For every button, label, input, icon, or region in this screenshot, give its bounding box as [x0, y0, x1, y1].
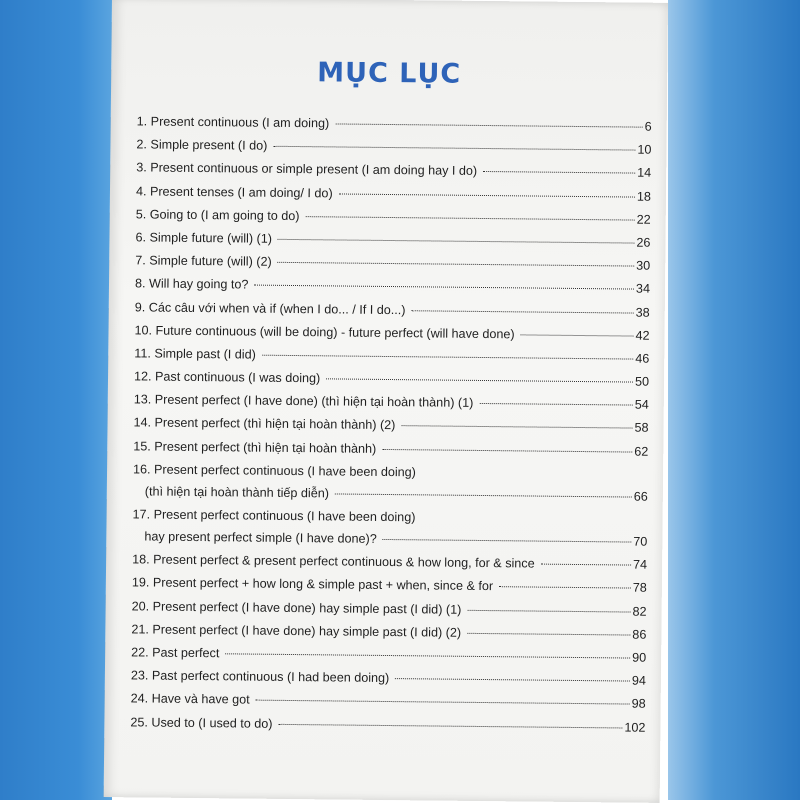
toc-entry-page-number: 70	[633, 534, 648, 549]
toc-entry-title: 15. Present perfect (thì hiện tại hoàn thành)	[133, 438, 377, 456]
toc-entry-page-number: 18	[636, 189, 652, 204]
toc-entry-title: 12. Past continuous (I was doing)	[133, 369, 321, 386]
toc-entry-page-number: 46	[635, 351, 650, 366]
dot-leader	[395, 677, 630, 681]
binder-frame-left	[0, 0, 112, 800]
toc-entry-title: 8. Will hay going to?	[134, 276, 249, 292]
toc-entry-page-number: 66	[633, 489, 648, 504]
toc-entry-page-number: 78	[632, 580, 647, 596]
toc-entry-title: 24. Have và have got	[130, 691, 250, 707]
toc-entry-title: hay present perfect simple (I have done)?	[144, 529, 377, 546]
toc-entry-title: 19. Present perfect + how long & simple past + when, since & for	[131, 575, 494, 594]
toc-entry-title: 11. Simple past (I did)	[134, 346, 256, 362]
toc-entry-title: 23. Past perfect continuous (I had been doing)	[130, 668, 390, 686]
toc-entry-title: 18. Present perfect & present perfect continuous & how long, for & since	[132, 552, 535, 571]
dot-leader	[326, 377, 633, 382]
page-title: MỤC LỤC	[317, 57, 462, 90]
dot-leader	[479, 402, 632, 406]
toc-entry	[133, 458, 648, 509]
dot-leader	[278, 261, 635, 267]
toc-entry-title: 22. Past perfect	[131, 645, 220, 661]
dot-leader	[383, 538, 632, 543]
toc-entry-title: 7. Simple future (will) (2)	[135, 253, 272, 269]
toc-entry-title: 21. Present perfect (I have done) hay simple past (I did) (2)	[131, 622, 462, 640]
toc-entry-page-number: 26	[636, 235, 651, 250]
dot-leader	[521, 333, 634, 336]
dot-leader	[483, 170, 635, 174]
toc-entry-page-number: 22	[636, 212, 651, 227]
toc-entry-title: 25. Used to (I used to do)	[130, 714, 273, 731]
dot-leader	[279, 722, 623, 728]
dot-leader	[499, 586, 631, 589]
toc-entry-page-number: 30	[636, 258, 651, 273]
dot-leader	[256, 699, 630, 705]
toc-entry-page-number: 74	[633, 557, 648, 572]
toc-entry-title: 5. Going to (I am going to do)	[135, 207, 300, 223]
dot-leader	[467, 608, 630, 612]
toc-entry-page-number: 58	[634, 421, 649, 436]
dot-leader	[541, 563, 631, 566]
dot-leader	[225, 652, 630, 658]
toc-entry	[132, 503, 647, 554]
dot-leader	[382, 448, 632, 453]
toc-entry-page-number: 50	[634, 374, 650, 389]
dot-leader	[467, 632, 630, 636]
toc-entry-page-number: 10	[637, 142, 652, 157]
toc-entry	[130, 711, 645, 740]
toc-entry-title: 17. Present perfect continuous (I have been doing)	[132, 507, 416, 525]
toc-entry-title: 14. Present perfect (thì hiện tại hoàn thành) (2)	[133, 415, 396, 433]
toc-entry-page-number: 6	[644, 119, 652, 134]
binder-frame-right	[668, 0, 800, 800]
toc-entry-page-number: 82	[632, 604, 647, 619]
toc-entry-title: 6. Simple future (will) (1)	[135, 230, 273, 246]
dot-leader	[278, 238, 635, 244]
dot-leader	[273, 145, 635, 151]
toc-entry-title: 9. Các câu với when và if (when I do... / If I do...)	[134, 299, 406, 317]
toc-entry-title: 16. Present perfect continuous (I have been doing)	[132, 462, 416, 480]
dot-leader	[411, 309, 633, 313]
dot-leader	[254, 284, 634, 290]
toc-entry-title: 3. Present continuous or simple present (I am doing hay I do)	[136, 160, 478, 179]
toc-entry-page-number: 54	[634, 397, 649, 412]
toc-entry-page-number: 62	[634, 444, 649, 459]
dot-leader	[401, 425, 632, 429]
table-of-contents	[130, 110, 652, 739]
dot-leader	[262, 354, 633, 360]
toc-entry-page-number: 14	[637, 165, 652, 181]
toc-entry-page-number: 102	[624, 719, 646, 735]
toc-entry-page-number: 42	[635, 328, 650, 343]
toc-entry-title: (thì hiện tại hoàn thành tiếp diễn)	[144, 484, 330, 501]
toc-entry-page-number: 94	[631, 673, 646, 688]
dot-leader	[335, 492, 632, 497]
toc-entry-title: 1. Present continuous (I am doing)	[136, 114, 330, 131]
toc-entry-page-number: 98	[631, 696, 646, 712]
toc-entry-title: 13. Present perfect (I have done) (thì hiện tại hoàn thành) (1)	[133, 392, 474, 411]
book-page	[104, 0, 668, 803]
dot-leader	[335, 122, 642, 127]
toc-entry-page-number: 86	[632, 627, 647, 642]
dot-leader	[306, 215, 635, 220]
toc-entry-page-number: 38	[635, 305, 650, 320]
toc-entry-title: 4. Present tenses (I am doing/ I do)	[135, 183, 333, 200]
dot-leader	[339, 192, 635, 197]
toc-entry-page-number: 90	[632, 650, 647, 665]
toc-entry-page-number: 34	[635, 281, 651, 297]
toc-entry-title: 10. Future continuous (will be doing) - future perfect (will have done)	[134, 323, 515, 342]
toc-entry-title: 20. Present perfect (I have done) hay simple past (I did) (1)	[131, 598, 462, 617]
toc-entry-title: 2. Simple present (I do)	[136, 137, 268, 153]
